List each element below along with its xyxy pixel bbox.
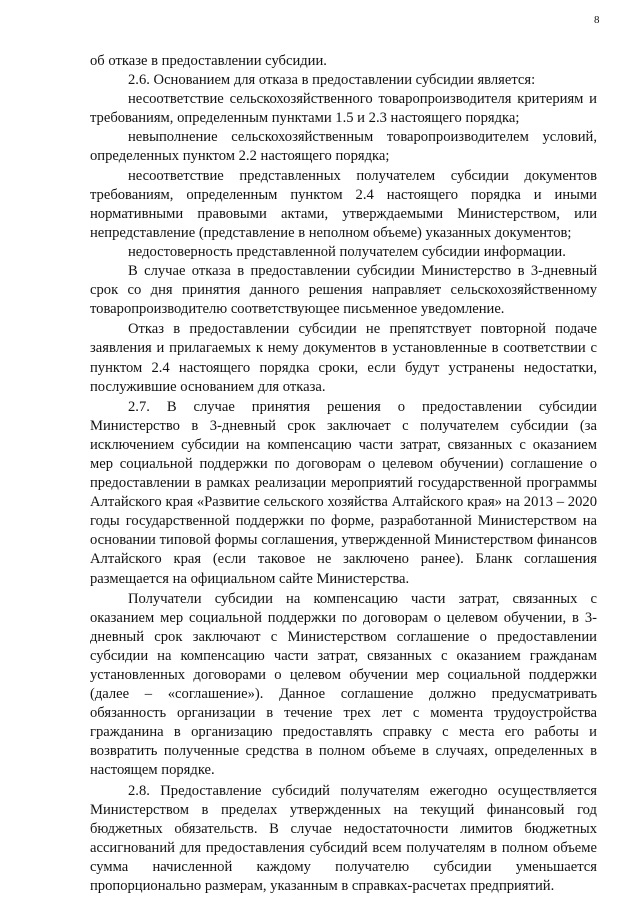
paragraph-targeted-training-agreement: Получатели субсидии на компенсацию части затрат, связанных с оказанием мер социальной поддержки по договорам о целевом обучении, в 3-дневный срок заключают с Министерством соглашение о предоставлении субсидии на компенсацию части затрат, связанных с оказанием гражданам установленных договорами о целевом обучении мер социальной поддержки (далее – «соглашение»). Данное соглашение должно предусматривать обязанность организации в течение трех лет с момента трудоустройства гражданина в организацию предоставлять справку с места его работы и возвратить полученные средства в полном объеме в случаях, определенных в настоящем порядке. (90, 590, 597, 779)
page-number: 8 (594, 14, 600, 26)
paragraph-2-8-budget-limits: 2.8. Предоставление субсидий получателям ежегодно осуществляется Министерством в пределах утвержденных на текущий финансовый год бюджетных обязательств. В случае недостаточности лимитов бюджетных ассигнований для предоставления субсидий всем получателям в полном объеме сумма начисленной каждому получателю субсидии уменьшается пропорционально размерам, указанным в справках-расчетах предприятий. (90, 782, 597, 895)
paragraph-refusal-notice-end: об отказе в предоставлении субсидии. (90, 53, 327, 69)
paragraph-2-6-item-information: недостоверность представленной получателем субсидии информации. (128, 243, 566, 260)
document-body (90, 52, 597, 896)
paragraph-2-6-item-conditions: невыполнение сельскохозяйственным товаропроизводителем условий, определенных пунктом 2.2 настоящего порядка; (90, 129, 597, 165)
paragraph-2-7-agreement: 2.7. В случае принятия решения о предоставлении субсидии Министерство в 3-дневный срок заключает с получателем субсидии (за исключением субсидии на компенсацию части затрат, связанных с оказанием мер социальной поддержки по договорам о целевом обучении) соглашение о предоставлении в рамках реализации мероприятий государственной программы Алтайского края «Развитие сельского хозяйства Алтайского края» на 2013 – 2020 годы государственной поддержки по форме, разработанной Министерством на основании типовой формы соглашения, утвержденной Министерством финансов Алтайского края (если таковое не заключено ранее). Бланк соглашения размещается на официальном сайте Министерства. (90, 398, 597, 587)
paragraph-2-6-item-criteria: несоответствие сельскохозяйственного товаропроизводителя критериям и требованиям, определенным пунктами 1.5 и 2.3 настоящего порядка; (90, 91, 597, 127)
paragraph-2-6-heading: 2.6. Основанием для отказа в предоставлении субсидии является: (128, 72, 536, 89)
paragraph-repeat-application: Отказ в предоставлении субсидии не препятствует повторной подаче заявления и прилагаемых к нему документов в установленные в соответствии с пунктом 2.4 настоящего порядка сроки, если будут устранены недостатки, послужившие основанием для отказа. (90, 321, 597, 395)
paragraph-refusal-notification: В случае отказа в предоставлении субсидии Министерство в 3-дневный срок со дня принятия данного решения направляет сельскохозяйственному товаропроизводителю соответствующее письменное уведомление. (90, 263, 597, 318)
paragraph-2-6-item-documents: несоответствие представленных получателем субсидии документов требованиям, определенным пунктом 2.4 настоящего порядка и иными нормативными правовыми актами, утверждаемыми Министерством, или непредставление (представление в неполном объеме) указанных документов; (90, 167, 597, 241)
